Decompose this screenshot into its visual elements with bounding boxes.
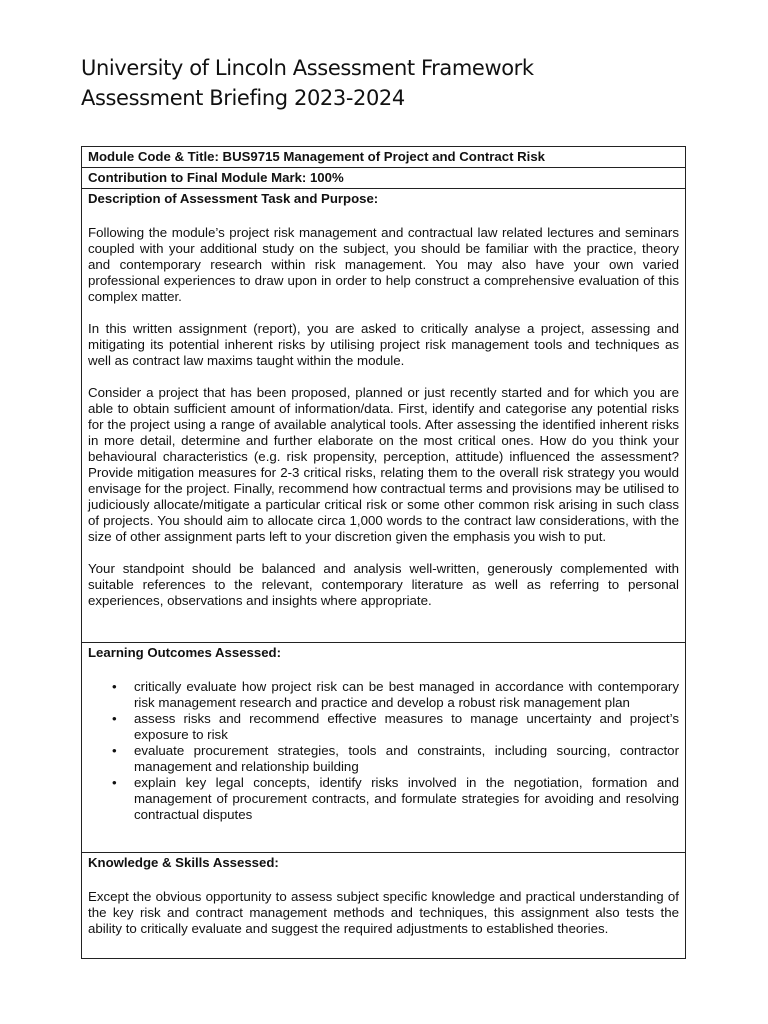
learning-outcomes-section <box>82 643 685 853</box>
outcome-text: assess risks and recommend effective measures to manage uncertainty and project’s exposure to risk <box>134 711 679 742</box>
module-code-title: Module Code & Title: BUS9715 Management of Project and Contract Risk <box>88 149 546 164</box>
outcome-text: critically evaluate how project risk can be best managed in accordance with contemporary risk management research and practice and develop a robust risk management plan <box>134 679 679 710</box>
list-item <box>112 679 679 711</box>
description-paragraph: Your standpoint should be balanced and analysis well-written, generously complemented with suitable references to the relevant, contemporary literature as well as referring to personal experiences, observations and insights where appropriate. <box>88 561 679 608</box>
contribution-row <box>82 168 685 189</box>
bullet-icon: • <box>112 711 117 726</box>
outcome-text: explain key legal concepts, identify risks involved in the negotiation, formation and management of procurement contracts, and formulate strategies for avoiding and resolving contractual disputes <box>134 775 679 822</box>
description-section <box>82 189 685 643</box>
bullet-icon: • <box>112 679 117 694</box>
title-line-briefing: Assessment Briefing 2023-2024 <box>81 86 405 110</box>
outcome-text: evaluate procurement strategies, tools and constraints, including sourcing, contractor management and relationship building <box>134 743 679 774</box>
knowledge-skills-section <box>82 853 685 958</box>
list-item <box>112 743 679 775</box>
assessment-table <box>81 146 686 959</box>
knowledge-skills-label: Knowledge & Skills Assessed: <box>88 855 279 870</box>
description-paragraph: In this written assignment (report), you are asked to critically analyse a project, assessing and mitigating its potential inherent risks by utilising project risk management tools and techniques as well as contract law maxims taught within the module. <box>88 321 679 368</box>
description-paragraph: Following the module’s project risk management and contractual law related lectures and seminars coupled with your additional study on the subject, you should be familiar with the practice, theory and contemporary research within risk management. You may also have your own varied professional experiences to draw upon in order to help construct a comprehensive evaluation of this complex matter. <box>88 225 679 304</box>
knowledge-skills-body <box>88 889 679 937</box>
contribution-text: Contribution to Final Module Mark: 100% <box>88 170 344 185</box>
description-label: Description of Assessment Task and Purpose: <box>88 191 379 206</box>
document-title <box>81 53 534 113</box>
description-paragraph: Consider a project that has been proposed, planned or just recently started and for which you are able to obtain sufficient amount of information/data. First, identify and categorise any potential risks for the project using a range of available analytical tools. After assessing the identified inherent risks in more detail, determine and further elaborate on the most critical ones. How do you think your behavioural characteristics (e.g. risk propensity, perception, attitude) influenced the assessment? Provide mitigation measures for 2-3 critical risks, relating them to the overall risk strategy you would envisage for the project. Finally, recommend how contractual terms and provisions may be utilised to judiciously allocate/mitigate a particular critical risk or some other common risk arising in such class of projects. You should aim to allocate circa 1,000 words to the contract law considerations, with the size of other assignment parts left to your discretion given the emphasis you wish to put. <box>88 385 680 544</box>
list-item <box>112 775 679 823</box>
learning-outcomes-label: Learning Outcomes Assessed: <box>88 645 281 660</box>
list-item <box>112 711 679 743</box>
bullet-icon: • <box>112 743 117 758</box>
title-line-framework: University of Lincoln Assessment Framework <box>81 56 534 80</box>
bullet-icon: • <box>112 775 117 790</box>
learning-outcomes-list <box>88 679 679 823</box>
module-code-row <box>82 147 685 168</box>
knowledge-skills-paragraph: Except the obvious opportunity to assess subject specific knowledge and practical understanding of the key risk and contract management methods and techniques, this assignment also tests the ability to critically evaluate and suggest the required adjustments to established theories. <box>88 889 679 936</box>
description-body <box>88 225 679 609</box>
